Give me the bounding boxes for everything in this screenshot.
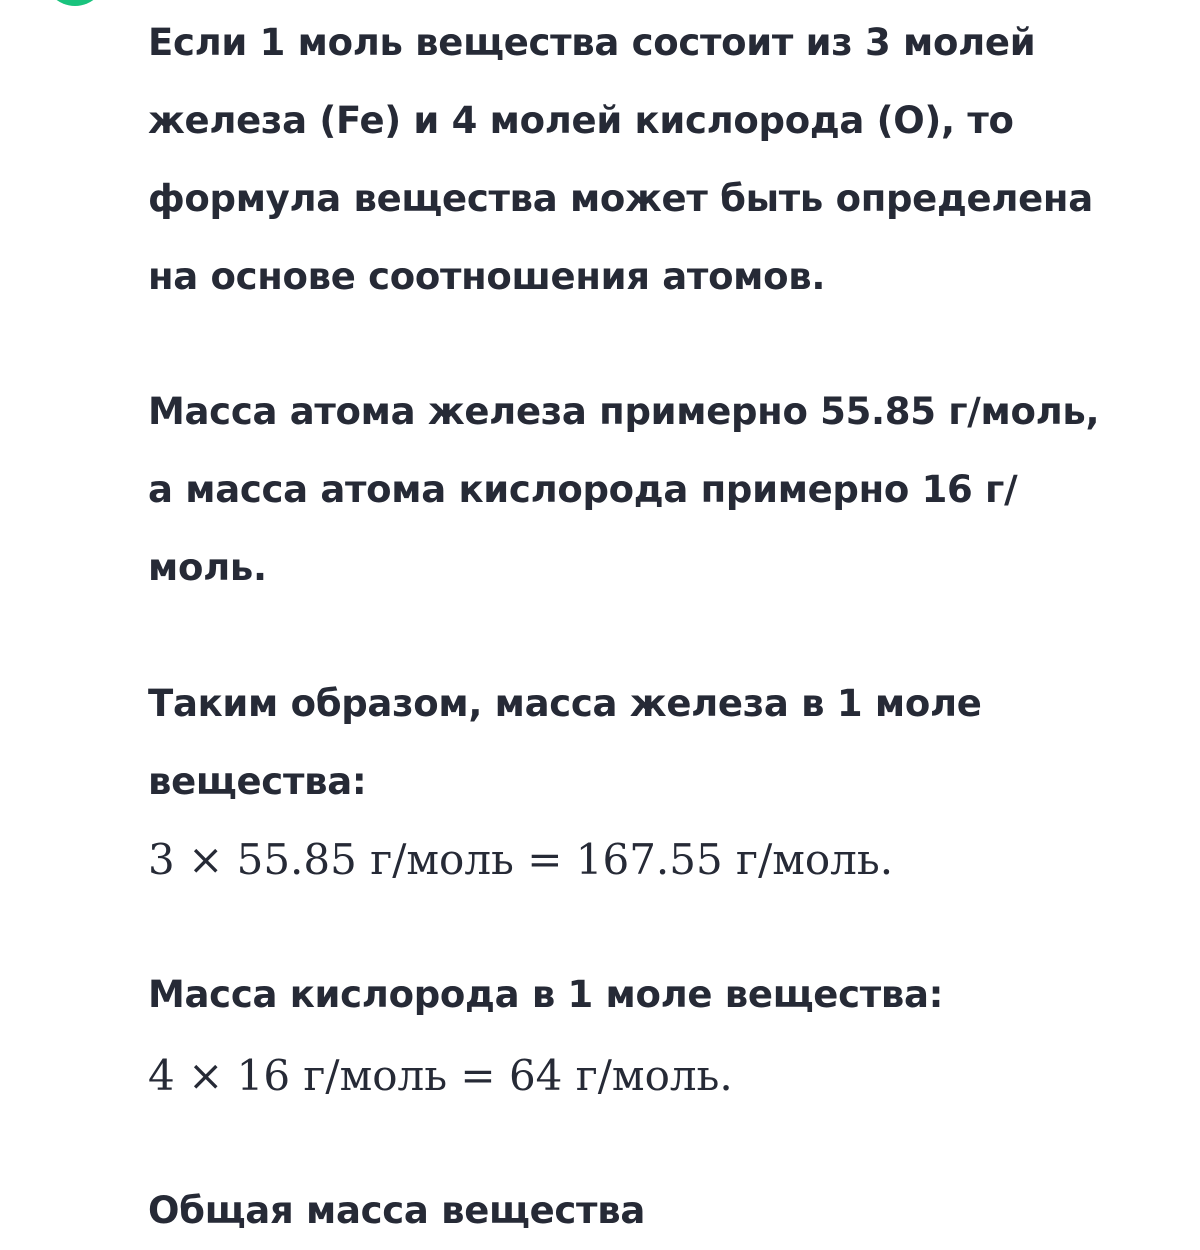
message-paragraph: Масса атома железа примерно 55.85 г/моль, а масса атома кислорода примерно 16 г/ моль.	[148, 390, 1100, 589]
message-paragraph: Общая масса вещества	[148, 1189, 645, 1232]
message-paragraph: Таким образом, масса железа в 1 моле вещества:	[148, 682, 982, 803]
message-paragraph: Масса кислорода в 1 моле вещества:	[148, 973, 944, 1016]
math-formula: 3 × 55.85 г/моль = 167.55 г/моль.	[148, 835, 894, 884]
message-paragraph: Если 1 моль вещества состоит из 3 молей железа (Fe) и 4 молей кислорода (O), то формула вещества может быть определена на основе соотношения атомов.	[148, 21, 1093, 298]
assistant-avatar-icon	[44, 0, 106, 6]
math-formula: 4 × 16 г/моль = 64 г/моль.	[148, 1051, 733, 1100]
